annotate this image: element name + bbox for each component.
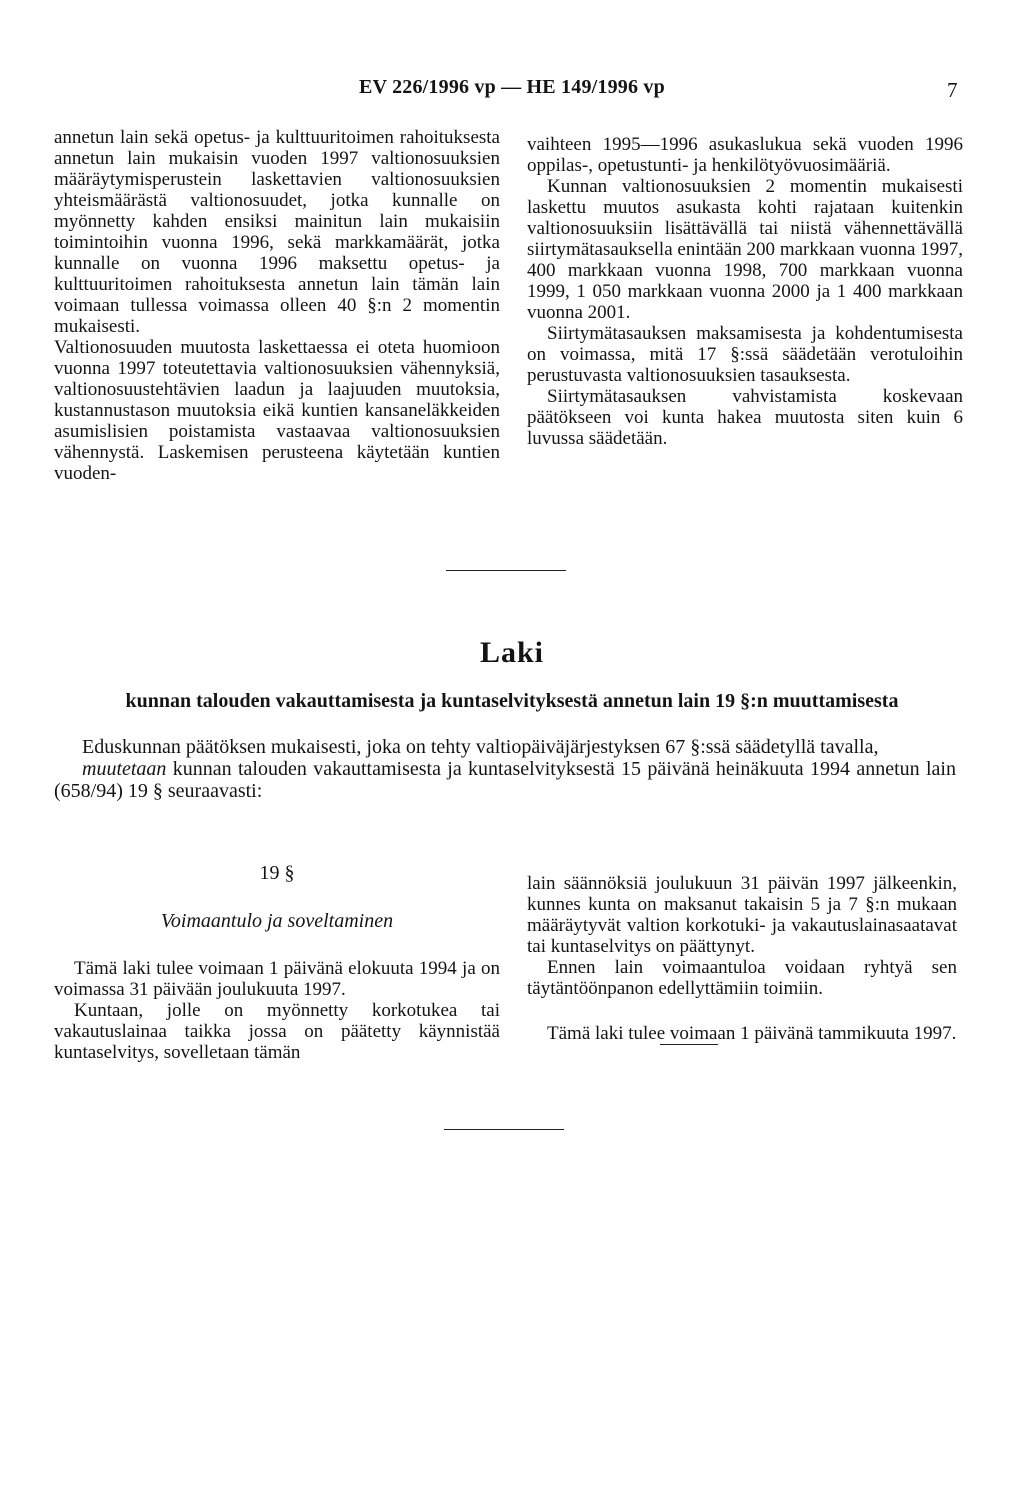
paragraph: Valtionosuuden muutosta laskettaessa ei oteta huomioon vuonna 1997 toteutettavia valtionosuuksien vähennyksiä, valtionosuustehtävien laadun ja laajuuden muutoksia, kustannustason muutoksia eikä kuntien kansaneläkkeiden asumislisien poistamista vastaavaa valtionosuuksien vähennystä. Laskemisen perusteena käytetään kuntien vuoden- xyxy=(54,337,500,484)
short-divider xyxy=(660,1044,718,1045)
section-heading: Voimaantulo ja soveltaminen xyxy=(160,910,394,932)
end-divider xyxy=(444,1129,564,1130)
paragraph: Tämä laki tulee voimaan 1 päivänä elokuuta 1994 ja on voimassa 31 päivään joulukuuta 1997. xyxy=(54,958,500,1000)
section-number: 19 § xyxy=(259,862,295,884)
paragraph: Siirtymätasauksen maksamisesta ja kohdentumisesta on voimassa, mitä 17 §:ssä säädetään verotuloihin perustuvasta valtionosuuksien tasauksesta. xyxy=(527,323,963,386)
law-title: Laki xyxy=(479,636,545,669)
paragraph: lain säännöksiä joulukuun 31 päivän 1997 jälkeenkin, kunnes kunta on maksanut takaisin 5 ja 7 §:n mukaan määräytyvät valtion korkotuki- ja vakautuslainasaatavat tai kuntaselvitys on päättynyt. xyxy=(527,873,957,957)
spacer xyxy=(527,999,957,1023)
paragraph: Kunnan valtionosuuksien 2 momentin mukaisesti laskettu muutos asukasta kohti rajataan kuitenkin valtionosuuksiin lisättävällä tai niistä vähennettävällä siirtymätasauksella enintään 200 markkaan vuonna 1997, 400 markkaan vuonna 1998, 700 markkaan vuonna 1999, 1 050 markkaan vuonna 2000 ja 1 400 markkaan vuonna 2001. xyxy=(527,176,963,323)
section-divider xyxy=(446,570,566,571)
running-header: EV 226/1996 vp — HE 149/1996 vp xyxy=(359,76,665,98)
paragraph: annetun lain sekä opetus- ja kulttuuritoimen rahoituksesta annetun lain mukaisin vuoden 1997 valtionosuuksien määräytymisperustein laskettavien valtionosuuksien yhteismäärästä valtionosuudet, jotka kunnalle on myönnetty kahden ensiksi mainitun lain mukaisiin toimintoihin vuonna 1996, sekä markkamäärät, jotka kunnalle on vuonna 1996 maksettu opetus- ja kulttuuritoimen rahoituksesta annetun lain tämän lain voimaan tullessa voimassa olleen 40 §:n 2 momentin mukaisesti. xyxy=(54,127,500,337)
entry-into-force: Tämä laki tulee voimaan 1 päivänä tammikuuta 1997. xyxy=(547,1023,957,1044)
law-preamble xyxy=(54,736,956,802)
preamble-paragraph: Eduskunnan päätöksen mukaisesti, joka on tehty valtiopäiväjärjestyksen 67 §:ssä säädetyllä tavalla, xyxy=(82,736,879,758)
preamble-paragraph xyxy=(54,758,956,802)
top-right-column xyxy=(527,134,963,449)
page-number: 7 xyxy=(947,78,958,102)
paragraph: Ennen lain voimaantuloa voidaan ryhtyä sen täytäntöönpanon edellyttämiin toimiin. xyxy=(527,957,957,999)
paragraph: Kuntaan, jolle on myönnetty korkotukea tai vakautuslainaa taikka jossa on päätetty käynnistää kuntaselvitys, sovelletaan tämän xyxy=(54,1000,500,1063)
law-left-column xyxy=(54,958,500,1063)
law-subtitle: kunnan talouden vakauttamisesta ja kuntaselvityksestä annetun lain 19 §:n muuttamisesta xyxy=(125,690,899,712)
paragraph: vaihteen 1995—1996 asukaslukua sekä vuoden 1996 oppilas-, opetustunti- ja henkilötyövuosimääriä. xyxy=(527,134,963,176)
preamble-keyword: muutetaan xyxy=(82,758,167,780)
law-right-column xyxy=(527,873,957,1044)
preamble-text: kunnan talouden vakauttamisesta ja kuntaselvityksestä 15 päivänä heinäkuuta 1994 annetun lain (658/94) 19 § seuraavasti: xyxy=(54,758,956,802)
paragraph: Siirtymätasauksen vahvistamista koskevaan päätökseen voi kunta hakea muutosta siten kuin 6 luvussa säädetään. xyxy=(527,386,963,449)
top-left-column xyxy=(54,127,500,484)
